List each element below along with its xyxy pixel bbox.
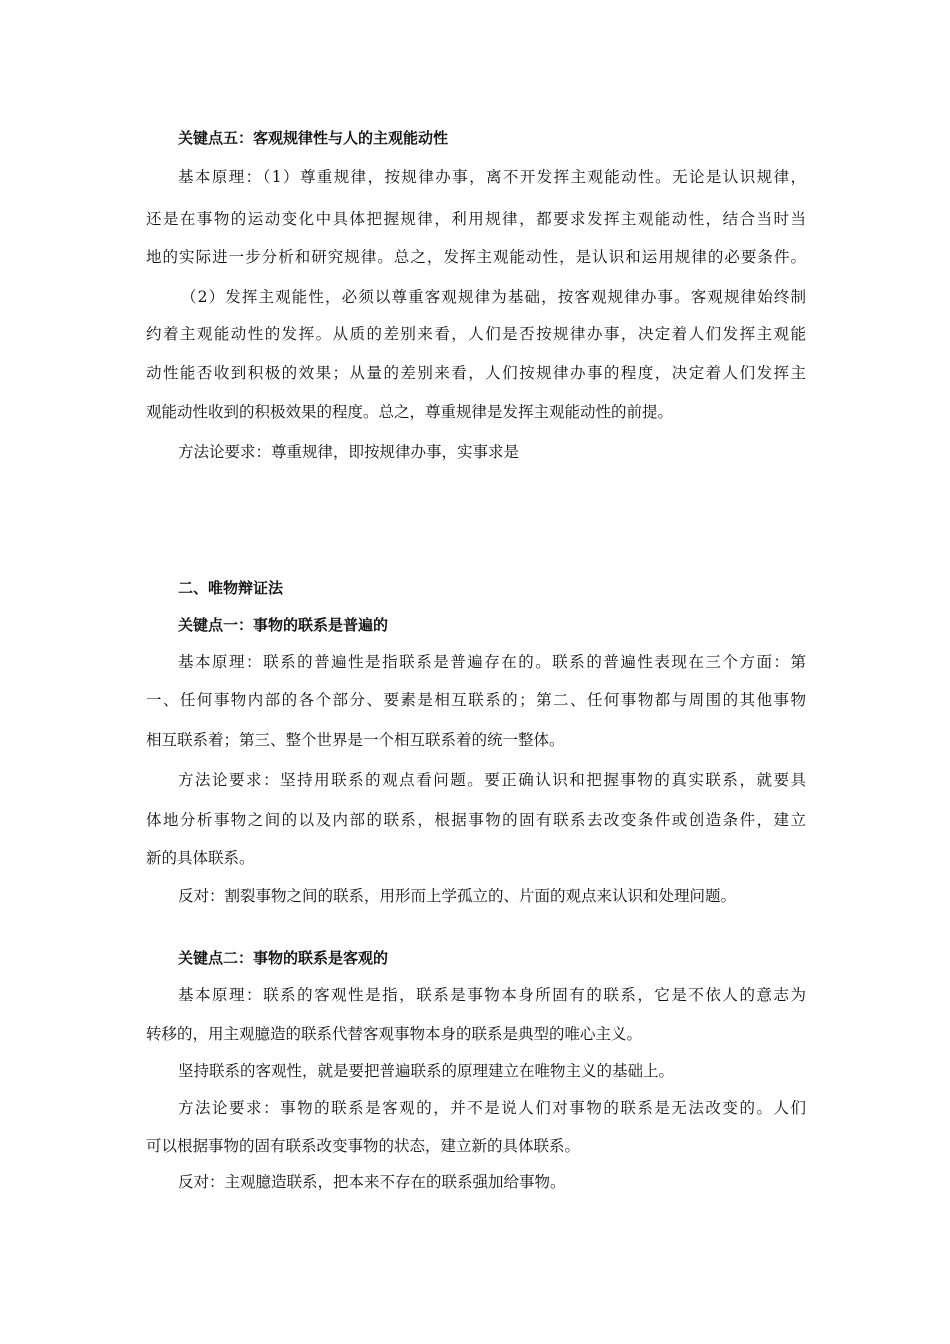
paragraph-line: 一、任何事物内部的各个部分、要素是相互联系的；第二、任何事物都与周围的其他事物 <box>146 691 806 709</box>
section-heading: 关键点一：事物的联系是普遍的 <box>178 616 389 634</box>
section-heading: 关键点二：事物的联系是客观的 <box>178 949 389 967</box>
oppose-line: 反对：主观臆造联系，把本来不存在的联系强加给事物。 <box>178 1173 566 1191</box>
paragraph-line: 体地分析事物之间的以及内部的联系，根据事物的固有联系去改变条件或创造条件，建立 <box>146 811 806 829</box>
paragraph-line: 基本原理：联系的客观性是指，联系是事物本身所固有的联系，它是不依人的意志为 <box>178 986 806 1004</box>
paragraph-line: 地的实际进一步分析和研究规律。总之，发挥主观能动性，是认识和运用规律的必要条件。 <box>146 248 806 266</box>
paragraph-line: 动性能否收到积极的效果；从量的差别来看，人们按规律办事的程度，决定着人们发挥主 <box>146 364 806 382</box>
paragraph-line: 转移的，用主观臆造的联系代替客观事物本身的联系是典型的唯心主义。 <box>146 1025 643 1043</box>
paragraph-line: （2）发挥主观能性，必须以尊重客观规律为基础，按客观规律办事。客观规律始终制 <box>181 288 806 306</box>
section-heading: 关键点五：客观规律性与人的主观能动性 <box>178 129 449 147</box>
paragraph-line: 新的具体联系。 <box>146 849 255 867</box>
paragraph-line: 基本原理：联系的普遍性是指联系是普遍存在的。联系的普遍性表现在三个方面：第 <box>178 653 806 671</box>
paragraph-line: 坚持联系的客观性，就是要把普遍联系的原理建立在唯物主义的基础上。 <box>178 1062 675 1080</box>
paragraph-line: 方法论要求：坚持用联系的观点看问题。要正确认识和把握事物的真实联系，就要具 <box>178 771 806 789</box>
method-line: 方法论要求：尊重规律，即按规律办事，实事求是 <box>178 443 520 461</box>
paragraph-line: 可以根据事物的固有联系改变事物的状态，建立新的具体联系。 <box>146 1137 581 1155</box>
paragraph-line: 约着主观能动性的发挥。从质的差别来看，人们是否按规律办事，决定着人们发挥主观能 <box>146 325 806 343</box>
paragraph-line: 方法论要求：事物的联系是客观的，并不是说人们对事物的联系是无法改变的。人们 <box>178 1099 806 1117</box>
paragraph-line: 基本原理：（1）尊重规律，按规律办事，离不开发挥主观能动性。无论是认识规律， <box>178 168 806 186</box>
paragraph-line: 相互联系着；第三、整个世界是一个相互联系着的统一整体。 <box>146 731 565 749</box>
paragraph-line: 观能动性收到的积极效果的程度。总之，尊重规律是发挥主观能动性的前提。 <box>146 403 674 421</box>
paragraph-line: 还是在事物的运动变化中具体把握规律，利用规律，都要求发挥主观能动性，结合当时当 <box>146 210 806 228</box>
oppose-line: 反对：割裂事物之间的联系，用形而上学孤立的、片面的观点来认识和处理问题。 <box>178 887 737 905</box>
chapter-title: 二、唯物辩证法 <box>178 579 284 597</box>
